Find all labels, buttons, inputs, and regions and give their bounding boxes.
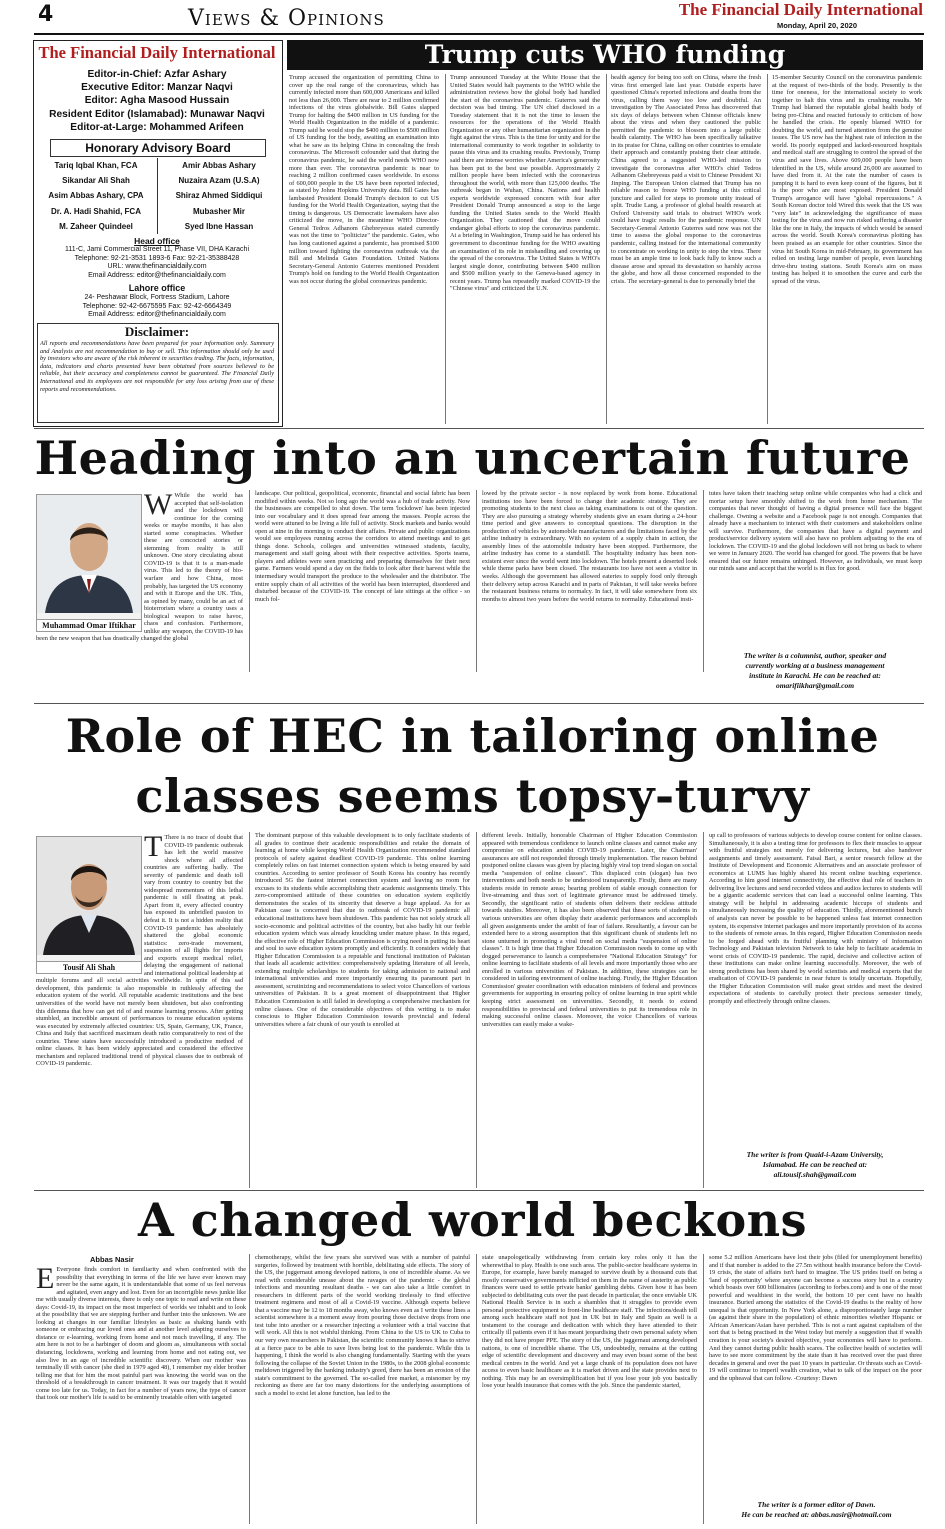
article4-headline: A changed world beckons: [137, 1193, 808, 1247]
article2-column: lowed by the private sector - is now replaced by work from home. Educational institutions too have been forced to change their academic strategy. They are promoting students to the next class as taking examinations is out of the question. They are also pursuing a strategy whereby students give an exam during a 24-hour time period and give answers to conceptual questions. The disruption in the production of vehicles by automobile manufacturers and the limitations faced by the airline industry is extraordinary. With no system of a supply chain in action, the assembly lines of the automobile industry have been stopped. Furthermore, the airline industry has come to a standstill. The hospitality industry has been non-existent ever since the world went into lockdown. The hotels present a deserted look while theme parks have been closed. The restaurants too have not seen a visitor in weeks. Although the government has allowed eateries to supply food only through their delivery setup across Karachi and in parts of Pakistan, it will take weeks before the restaurant business returns to normalcy. In fact, it will take somewhere from six months to almost two years before the world returns to normality. Educational insti-: [482, 490, 697, 603]
disclaimer-title: Disclaimer:: [124, 324, 190, 339]
editor-line: Executive Editor: Manzar Naqvi: [81, 82, 233, 94]
board-member: Asim Abbas Ashary, CPA: [48, 191, 144, 201]
article1-column: 15-member Security Council on the coronavirus pandemic at the request of two-thirds of the body. Presently is the time for oneness, for the international society to work together to halt this virus and its crushing results. Mr Trump had blamed the reputable global health body of being pro-China and reacted furiously to criticism of how he handled the crisis. He openly blamed WHO for doubting the world, and turned attention from the genuine issues. The US now has the highest rate of infection in the world. Its poorly equipped and lacked-resourced hospitals and medical staff are struggling to control the spread of the virus and save lives. Above 609,000 people have been identified in the US, while around 26,000 are assumed to have died from it. At the rate the number of cases is jumping it is hard to even keep count of the figures, but it is the poor who are most exposed. President Donald Trump's arrogance will have "global repercussions." A South Korean doctor told Wired this week that the US was "very late" in acknowledging the significance of mass testing for the virus and now run risked suffering a disaster like the one in Italy, the impacts of which would be sensed across the world. South Korea's coronavirus plotting has been praised as an example for other countries. Since the virus hit South Korea in mid-February, its government has relied on testing large number of people, even launching drive-thru testing stations. South Korea's aim on mass testing has helped it to smoothen the curve and curb the spread of the virus.: [772, 74, 922, 285]
board-member: Dr. A. Hadi Shahid, FCA: [51, 206, 141, 216]
header-rule: [34, 33, 924, 35]
head-office-title: Head office: [134, 236, 180, 246]
advisory-board-title: Honorary Advisory Board: [50, 139, 266, 157]
head-office-address: 111-C, Jami Commercial Street 11, Phase VII, DHA Karachi Telephone: 92-21-3531 1893-6 Fax: 92-21-35388428 URL: www.thefinancialdaily.com Email Address: editor@thefinancialdaily.com: [64, 246, 249, 279]
board-member: Tariq Iqbal Khan, FCA: [54, 161, 138, 170]
article2-bio: The writer is a columnist, author, speaker and currently working at a business management institute in Karachi. He can be reached at: omarifiikhar@gmail.com: [743, 651, 887, 690]
photo-spacer: [36, 492, 144, 632]
column-divider: [703, 490, 704, 672]
editor-line: Editor-in-Chief: Azfar Ashary: [87, 69, 227, 80]
board-divider: [157, 158, 158, 234]
article1-column: Trump accused the organization of permitting China to cover up the real range of the coronavirus, which has currently infected more than 600,000 Americans and killed not less than 26,000. There are near to 2 million confirmed infections of the virus globalwide. Bill Gates slapped Trump for halting the $400 million in US funding for the World Health Organization in the middle of a pandemic. Trump said he would stop the $400 million to $500 million of US funding for the body, awaiting an examination into what he saw as its helping China in concealing the fresh coronavirus. The Microsoft cofounder said that during the coronavirus pandemic, he said the world needs WHO now more than ever. The coronavirus pandemic is near to reaching 2 million confirmed cases worldwide. In excess of 600,000 people in the US have been reported infected, as stated by Johns Hopkins University data. Bill Gates has lambasted President Donald Trump's decision to cut US funding for the World Health Organization, saying that the timing is dangerous. US Democratic lawmakers have also criticized the move, in the meantime WHO Director-General Tedros Adhanom Ghebreyesus stated currently was not the time to "politicize" the pandemic. Gates, who has long cautioned against a pandemic, has promised $100 million toward fighting the coronavirus outbreak via the Bill and Melinda Gates Foundation. United Nations Secretary-General Antonio Guterres mentioned President Trump's hold on funding to the World Health Organization was not occur during the global coronavirus pandemic.: [289, 74, 439, 285]
article3-headline-line1: Role of HEC in tailoring online: [65, 709, 880, 763]
lahore-office-address: 24- Peshawar Block, Fortress Stadium, Lahore Telephone: 92-42-6675595 Fax: 92-42-6664349 Email Address: editor@thefinancialdaily.com: [82, 294, 232, 319]
article2-intro: W While the world has accepted that self-isolation and the lockdown will continue for the coming weeks or maybe months, it has also started some conspiracies. Whether these are concocted stories or stemming from reality is still unknown. One story circulating about COVID-19 is that it is a man-made virus. This led to the theory of bio-warfare and how China, most probably, has targeted the US economy and with it Europe and the UK. This, as opined by many, could be an act of bioterrorism where a country uses a biological weapon to raise havoc, chaos and confusion. Furthermore, unlike any weapon, the COVID-19 has been the new weapon that has drastically changed the global: [36, 492, 243, 643]
article3-headline-line2: classes seems topsy-turvy: [135, 769, 810, 823]
article4-column: state unapologetically withdrawing from certain key roles only it has the wherewithal to play. Health is one such area. The public-sector healthcare systems in Europe, for example, have barely managed to survive death by a thousand cuts that mostly conservative governments inflicted on them in the name of austerity as public finances were used to settle private banks' gambling debts. Given how it has been subjected to debilitating cuts over the past decade in particular, the once enviable UK National Health Service is in such a shambles that it struggles to provide even personal protective equipment to front-line healthcare staff. The infections/death toll among such healthcare staff not just in UK but in Italy and Spain as well is a testament to the courage and dedication with which they have attended to their critically ill patients even if it has meant jeopardising their own personal safety when they did not have proper PPE. The story of the US, the juggernaut among developed nations, is one of incredible shame. The US, undoubtedly, remains at the cutting edge of scientific development and discovery and may even boast some of the best medical centres in the world. And yet a large chunk of its population does not have access to even basic healthcare as it is market driven and the state provides next to nothing. This may be an oversimplification but if you lose your job you basically lose your health insurance that comes with the job. Since the pandemic started,: [482, 1254, 697, 1390]
dropcap: W: [144, 492, 173, 521]
masthead-paper-name: The Financial Daily International: [38, 43, 276, 62]
photo-spacer: [36, 834, 144, 976]
column-divider: [703, 1254, 704, 1524]
column-divider: [249, 1254, 250, 1524]
board-member: Shiraz Ahmed Siddiqui: [175, 191, 263, 201]
column-divider: [476, 1254, 477, 1524]
column-divider: [606, 74, 607, 424]
board-member: Mubasher Mir: [192, 206, 245, 216]
author-name-caption: Muhammad Omar Iftikhar: [37, 619, 141, 631]
lahore-office-title: Lahore office: [128, 283, 186, 293]
article4-column: chemotherapy, whilst the few years she survived was with a number of painful surgeries, followed by treatment with horrible, debilitating side effects. The story of the US, the juggernaut among developed nations, is one of incredible shame. As we read with considerable unease about the ravages of the pandemic - the global infections and mounting resultant deaths - we can also take a little comfort in researchers in different parts of the world working tirelessly to find effective treatment regimens and most of all a Covid-19 vaccine. Although experts believe that a vaccine may be 12 to 18 months away, who knows even as I write these lines a scientist somewhere is a moment away from pouring those decisive drops from one test tube into another or a researcher injecting a volunteer with a trial vaccine that will work. All this is not wishful thinking. From China to the US to UK to Cuba to our very own researchers in Pakistan, the scientific community knows it has to strive at a fierce pace to be able to save lives being lost to the pandemic. While this is happening, I think the world is also changing fundamentally. Starting with the years following the collapse of the Soviet Union in the 1980s, to the 2008 global economic meltdown triggered by the banking industry's greed, there has been an erosion of the state's commitment to the governed. The so-called free market, a misnomer by my reckoning as there are far too many distortions for the underlying assumptions of such a model to exist let alone function, has led to the: [255, 1254, 470, 1397]
board-member: M. Zaheer Quindeel: [59, 221, 133, 231]
article4-column: E Everyone finds comfort in familiarity and when confronted with the possibility that everything in terms of the life we have ever known may never be the same again, it is understandable that some of us feel nervous and agitated, even angry and lost. Even for an incorrigible news junkie like me with usually diverse interests, there is only one topic to read and write on these days: Covid-19, its impact on the most imperfect of worlds we inhabit and to look at the possibility that we are stepping further and further into the unknown. We are looking at changes in our familiar lifestyles as basic as shaking hands with someone or embracing our loved ones and at another level adapting ourselves to distance or e-learning, working from home and not much travelling, if any. The aim here is not to be a harbinger of doom and gloom as, simultaneous with social distancing, lockdowns, working and learning from home and not eating out, we also live in an age of incredible scientific discovery. When our mother was terminally ill with cancer (she died in 1979 aged 48), I remember my elder brother telling me that for him the most painful part was knowing the world was on the threshold of a breakthrough in cancer treatment. It was our tragedy that it would come too late for us. Today, in fact for a number of years now, the type of cancer that took our mother's life is said to be eminently treatable often with targeted: [36, 1266, 246, 1402]
column-divider: [249, 832, 250, 1188]
disclaimer-text: All reports and recommendations have been prepared for your information only. Summary and Analysis are not recommendation to buy or sell. This information should only be used by investors who are aware of the risk inherent in securities trading. The facts, information, data, indicators and charts presented have been obtained from sources believed to be reliable, but their accuracy and completeness cannot be guaranteed. The Financial Daily International and its employees are not responsible for any loss arising from use of these reports and recommendations.: [40, 340, 274, 393]
article3-bio: The writer is from Quaid-i-Azam University, Islamabad. He can be reached at: ali.tousif.shah@gmail.com: [746, 1150, 884, 1179]
column-divider: [767, 74, 768, 424]
column-divider: [703, 832, 704, 1188]
column-divider: [445, 74, 446, 424]
article4-column: some 5.2 million Americans have lost their jobs (filed for unemployment benefits) and if that number is added to the 27.5m without health insurance before the Covid-19 crisis, the state of affairs isn't hard to imagine. The US prides itself on being a 'land of opportunity' where anyone can become a success story but in a country which boasts over 600 billionaires (according to forbes.com) and is one of the most powerful and wealthiest in the world, the bottom 10 per cent have no health insurance. Buried among the statistics of the Covid-19 deaths is the reality of how unequal is that opportunity. In New York alone, a disproportionately large number (as against their share in the population) of ethnic minorities whether Hispanic or African American/Asian have perished. This is not a rant against capitalism of the sort that is being practised in the West today but merely a suggestion that if wealth creation is your society's desired objective, your economies will have to perform. And they cannot during public health scares. The collective health of societies will have to see more commitment by the state than it has received over the past three decades in general and over the past 10 years in particular. Or threats such as Covid-19 will continue to imperil wealth creation, what to talk of the impact on the poor and the upheaval that can follow. -Courtesy: Dawn: [709, 1254, 922, 1382]
article3-column: The dominant purpose of this valuable development is to only facilitate students of all grades to continue their academic responsibilities and retake the domain of learning at home while keeping World Health Organization recommended standard protocols of safety against deadliest COVID-19 pandemic. This online learning completely relies on fast internet connection system which is being ensured by said countries. According to senior professor of South Korea his country has recently introduced 5G the fastest internet connection system and leaving no room for excuses to its students while accomplishing their academic assignments timely. This zero-compromised attitude of these countries on education system explicitly demonstrates the scales of its sincerity that deserve a huge applaud. As for as Pakistan case is concerned that due to outbreak of COVID-19 pandemic all educational institutions have been shutdown. This pandemic has not solely struck all socio-economic and political activities of the country, but also badly hit our feeble education system which was already knuckling under mature phase. In this regard, the effective role of Higher Education Commission is crying need in putting its heart and soul to save education system promptly and efficiently. It considers widely that Higher Education Commission is a reputable and functional institution of Pakistan that leads all academic activities: comprehensively updating literature of all levels, extending multiple scholarships to students for taking admission to national and international universities and more importantly ensuring its paramount part in assessment, scrutinizing and recommendations to select voice Chancellors of various universities of Pakistan. It is a great moment of disappointment that Higher Education Commission is still failed in developing a comprehensive mechanism for online classes. One of the considerable objectives of this writing is to make conscious to Higher Education Commission towards provincial and federal universities where a fair chunk of our youth is enrolled at: [255, 832, 470, 1028]
board-member: Syed Ibne Hassan: [184, 221, 254, 231]
page-number: 4: [38, 2, 54, 27]
article2-column: tutes have taken their teaching setup online while companies who had a click and mortar setup have smoothly shifted to the work from home mechanism. The companies that never thought of having a digital presence will face the biggest challenge. Owning a website and a Facebook page is not enough. Companies that already have a mechanism to interact with their customers and stakeholders online will survive. Furthermore, the companies that have a digital payment and product/service delivery system will also have no problem adjusting to the era of lockdown. The COVID-19 and the global lockdown will not bring us back to where we were in January 2020. The world has changed for good. The powers that be have ensured that our future remains unhinged. However, as individuals, we must keep our minds sane and accept that the world is in flux for good.: [709, 490, 922, 573]
board-member: Nuzaira Azam (U.S.A): [178, 176, 260, 186]
masthead-editors: [34, 68, 280, 134]
editor-line: Editor-at-Large: Mohammed Arifeen: [70, 121, 244, 133]
column-divider: [476, 490, 477, 672]
article2-headline: Heading into an uncertain future: [34, 431, 911, 485]
editor-line: Editor: Agha Masood Hussain: [84, 95, 230, 107]
dropcap: T: [144, 834, 163, 863]
article3-intro: T There is no trace of doubt that COVID-19 pandemic outbreak has left the world massive shock where all affected countries are suffering badly. The severity of pandemic and death toll vary from country to country but the widespread momentum of this lethal pandemic is still floating at peak. Apart from it, every affected country has exposed its unbridled passion to defeat it. It is not a hidden reality that COVID-19 pandemic has absolutely shattered the global economic statistics: zero-trade movement, suspension of all flights for imports and exports except medical relief, delaying the engagement of national and international political leadership at multiple forums and all social activities worldwide. In spite of this sad development, this pandemic is also responsible in ruthlessly affecting the education system of the world. All reputable academic institutions and the best universities of the world have not merely been shutdown, but also confronting this dilemma that how can get rid of and resume learning process. After getting stumbled, an incredible amount of performances to resume education systems was executed by extremely affected countries: US, Spain, Germany, UK, France, China and Italy that sacrificed maximum death ratio comparatively to rest of the countries. These states have successfully introduced a productive method of online classes. It has been widely appreciated and considered the effective mechanism and replaced traditional trend of physical classes due to outbreak of COVID-19 pandemic.: [36, 834, 243, 1068]
article4-author: Abbas Nasir: [90, 1255, 134, 1264]
board-member: Sikandar Ali Shah: [62, 176, 130, 186]
author-name-caption: Tousif Ali Shah: [37, 961, 141, 973]
dropcap: E: [36, 1266, 55, 1295]
article3-column: up call to professors of various subjects to develop course content for online classes. Simultaneously, it is also a testing time for professors to flex their muscles to appear with fruitful strategies not merely for delivering lectures, but also handover assignments and timely assessment. Faisal Bari, a senior research fellow at the Institute of Development and Economic Alternatives and an associate professor of economics at LUMS has highly shared his recent online teaching experience. According to him good internet connectivity, the effective dual role of teachers in delivering live lectures and send recorded videos and audios lectures to students will be a gigantic academic services that can lead a successful online learning. This strategy will be helpful in addressing academic hiccups of students and simultaneously increasing the quality of education. Thirdly, aforementioned bunch of analysis can never be possible to be happened unless fast internet connection system, its expensive internet packages and more importantly provision of its access to the students of remote areas. In this regard, Higher Education Commission needs to be forged ahead with its fruitful planning with ministry of Information Technology and Pakistan television Network to take help to facilitate academia in worst crisis of COVID-19 pandemic. The rapid, decisive and collective action of these institutions can make online learning successfully. Moreover, the web of strong predictions has been shared by world scientists and medical experts that the eradication of COVID-19 pandemic in near future is totally uncertain. Hopefully, the Higher Education Commission will make great strides and meet the desired expectations of students to carefully protect their precious semester timely, promptly and effectively through online classes.: [709, 832, 922, 1006]
section-rule: [34, 703, 924, 704]
article3-column: different levels. Initially, honorable Chairman of Higher Education Commission appeared with tremendous confidence to launch online classes and cannot make any compromise on education amidst COVID-19 pandemic. Later, the Chairman' assurances are still not responded through timely implementation. The reason behind postponed online classes was given by placing highly viral top trend slogan on social media "suspension of online classes". This displaced coin (slogan) has two interventions and both needs to be understood transparently. Firstly, there are many students reside in remote areas; bearing problem of stable enough connection for live-streaming and thus sort of legitimate grievance must be addressed timely. Secondly, the significant ratio of students often delivers their reckless attitude towards studies. Moreover, it has also been observed that these sorts of students in various universities are often display their academic performances and accomplish all given assignments under the ambit of fear of failure. Resultantly, a favour can be extended here to a strong assumption that this significant chunk of students left no stone unturned in promoting a viral trend on social media "suspension of online classes". It is high time that Higher Education Commission needs to come up with dogged perseverance to launch a comprehensive "National Education Strategy" for online learning to facilitate students of all levels and more importantly those who are enrolled in various universities of Pakistan. In addition, these strategies can be considered in tailoring environment of online teaching. Firstly, the Higher Education Commission' greater coordination with education ministers of federal and provinces governments for supporting in ensuring policy of online learning in true spirit while keeping strict assessment on universities. Secondly, it needs to extend responsibilities to provincial and federal universities to put its tremendous role in making successful online classes. Moreover, the voice Chancellors of various universities can easily make a wake-: [482, 832, 697, 1028]
article1-column: health agency for being too soft on China, where the fresh virus first emerged late last year. Outside experts have questioned China's reported infections and deaths from the virus, calling them way too low and doubtful. An investigation by The Associated Press has discovered that six days of delays between when Chinese officials knew about the virus and when they cautioned the public permitted the pandemic to blossom into a large public health calamity. The WHO has been specifically talkative in its praise for China, calling on other countries to emulate their approach and constantly praising their clear attitude. China agreed to a suggested WHO-led mission to investigate the coronavirus after WHO's chief Tedros Adhanom Ghebreyesus paid a visit to Chinese President Xi Jinping. The European Union claimed that Trump has no reliable reason to freeze WHO funding at this critical juncture and called for steps to promote unity instead of split. Trudie Lang, a professor of global health research at Oxford University said trials to obstruct WHO's work could have tragic results for the pandemic response. UN Secretary-General Antonio Guterres said now was not the time to assess the global response to the coronavirus pandemic, calling instead for the international community to concentrate on working in unity to stop the virus. There must be an ample time to look back fully to know such a disease arose and spread its devastation so harshly across the globe, and how all those concerned responded to the crisis. The secretary-general is due to personally brief the: [611, 74, 761, 285]
header-date: Monday, April 20, 2020: [776, 21, 857, 30]
advisory-board-right: [159, 158, 279, 234]
column-divider: [476, 832, 477, 1188]
column-divider: [249, 490, 250, 672]
editor-line: Resident Editor (Islamabad): Munawar Naqvi: [49, 108, 265, 120]
header-paper-name: The Financial Daily International: [678, 0, 923, 19]
article4-bio: The writer is a former editor of Dawn. He can be reached at: abbas.nasir@hotmail.com: [741, 1500, 892, 1519]
article1-column: Trump announced Tuesday at the White House that the United States would halt payments to the WHO while the administration reviews how the global body had handled the start of the coronavirus pandemic. Guterres said the decision was bad timing. The UN chief disclosed in a Tuesday statement that it is not the time to lessen the resources for the operations of the World Health Organization or any other humanitarian organization in the fight against the virus. This is the time for unity and for the international community to work together in solidarity to pause this virus and its crushing results. Previously, Trump said there are intense worries whether America's generosity has been put to the best use possible. Approximately 2 million people have been infected with the coronavirus throughout the world, with more than 125,000 deaths. The outbreak began in Wuhan, China. Nations and health experts worldwide expressed concern with fear after President Donald Trump announced a stop to the large funding the United States sends to the World Health Organization. They cautioned that the move could endanger global efforts to stop the coronavirus pandemic. At a briefing in Washington, Trump said he has ordered his government to discontinue funding for the WHO awaiting an examination of its role in mishandling and covering up the spread of the coronavirus. The United States is WHO's largest single donor, contributing between $400 million and $500 million yearly to the Geneva-based agency in recent years. Trump has repeatedly marked COVID-19 the "Chinese virus" and criticized the U.N.: [450, 74, 600, 293]
board-member: Amir Abbas Ashary: [182, 161, 256, 170]
article2-column: landscape. Our political, geopolitical, economic, financial and social fabric has been modified within weeks. Not so long ago the world was a hub of trade activity. Now the businesses are compelled to shut down. The term 'lockdown' has been injected into our vocabulary and it does spread fear among the masses. People across the world were attuned to be living a life full of activity. Stock markets and banks would open at nine in the morning to conduct their affairs. Private and public organizations would see employees running across the corridors to attend meetings and to get things done. Schools, colleges and universities witnessed students, faculty, management and staff going about with their respective activities. Sports teams, players and athletes were seen practicing and preparing themselves for their next game. Farmers would spend a day on the fields to look after their harvest while the intermediary would transport the produce to the wholesaler and the distributor. The entire supply chain of all activities of the world has been interrupted, disordered and disturbed because of the COVID-19. The concept of late sittings at the office - so much fol-: [255, 490, 470, 603]
article1-headline: Trump cuts WHO funding: [424, 40, 786, 69]
section-title: Views & Opinions: [188, 6, 385, 31]
advisory-board-left: [36, 158, 156, 234]
